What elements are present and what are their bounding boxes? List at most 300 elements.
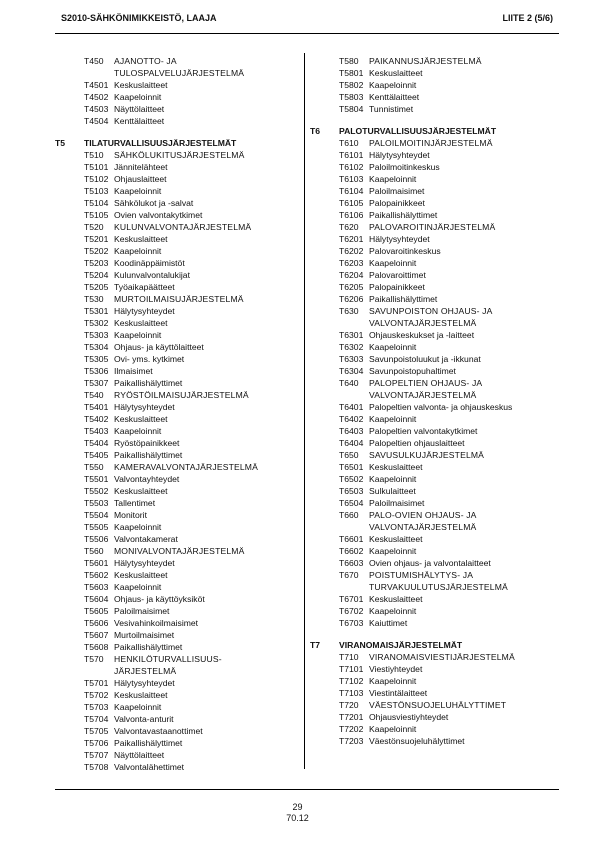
item-name: Kaapeloinnit: [369, 414, 417, 424]
indent: [55, 485, 84, 497]
item-name: Keskuslaitteet: [369, 462, 423, 472]
list-item: [55, 377, 295, 389]
item-name: Murtoilmaisimet: [114, 630, 175, 640]
item-code: T5205: [84, 282, 109, 292]
list-item: [310, 209, 550, 221]
list-item: [310, 473, 550, 485]
indent: [55, 221, 84, 233]
list-item: [310, 711, 550, 723]
item-name: Keskuslaitteet: [114, 690, 168, 700]
item-code: T520: [84, 222, 104, 232]
indent: [310, 545, 339, 557]
header-rule: [55, 33, 559, 34]
item-code: T5701: [84, 678, 109, 688]
item-name: Kaapeloinnit: [114, 426, 162, 436]
list-item: [55, 341, 295, 353]
item-name: Vesivahinkoilmaisimet: [114, 618, 199, 628]
indent: [55, 305, 84, 317]
list-item: [55, 173, 295, 185]
list-item: [55, 725, 295, 737]
list-item: [55, 233, 295, 245]
indent: [55, 701, 84, 713]
item-code: T5605: [84, 606, 109, 616]
appendix-label: LIITE 2 (5/6): [502, 13, 553, 23]
item-code: T7201: [339, 712, 364, 722]
indent: [55, 197, 84, 209]
item-name: Paikallishälyttimet: [369, 294, 438, 304]
item-name: PALO-OVIEN OHJAUS- JA: [369, 510, 477, 520]
indent: [55, 91, 84, 103]
item-name: SAVUSULKUJÄRJESTELMÄ: [369, 450, 485, 460]
indent: [310, 221, 339, 233]
indent: [310, 699, 339, 711]
indent: [310, 569, 339, 581]
list-item: [55, 293, 295, 305]
indent: [55, 341, 84, 353]
item-code: T4501: [84, 80, 109, 90]
indent: [310, 353, 339, 365]
list-item: [55, 67, 295, 79]
list-item: [55, 209, 295, 221]
item-code: T5506: [84, 534, 109, 544]
item-name: Paloilmoitinkeskus: [369, 162, 440, 172]
item-code: T710: [339, 652, 359, 662]
indent: [55, 257, 84, 269]
item-code: T6603: [339, 558, 364, 568]
item-name: Hälytysyhteydet: [114, 678, 175, 688]
list-item: [55, 305, 295, 317]
list-item: [310, 293, 550, 305]
item-code: T5306: [84, 366, 109, 376]
indent: [55, 209, 84, 221]
list-item: [310, 651, 550, 663]
list-item: [310, 269, 550, 281]
item-name: Kaiuttimet: [369, 618, 408, 628]
section-spacer: [55, 127, 295, 137]
indent: [310, 377, 339, 389]
indent: [55, 233, 84, 245]
item-name: Kaapeloinnit: [369, 676, 417, 686]
section-heading: [310, 125, 550, 137]
item-code: T7103: [339, 688, 364, 698]
item-code: [84, 67, 114, 79]
item-name: Keskuslaitteet: [114, 80, 168, 90]
item-name: Paloilmaisimet: [114, 606, 170, 616]
indent: [310, 281, 339, 293]
item-name: POISTUMISHÄLYTYS- JA: [369, 570, 474, 580]
list-item: [310, 329, 550, 341]
list-item: [55, 581, 295, 593]
item-name: Palopeltien valvontakytkimet: [369, 426, 478, 436]
indent: [55, 737, 84, 749]
indent: [310, 245, 339, 257]
list-item: [310, 305, 550, 317]
indent: [55, 533, 84, 545]
item-code: T5304: [84, 342, 109, 352]
item-name: Hälytysyhteydet: [369, 150, 430, 160]
indent: [310, 581, 339, 593]
item-code: T5105: [84, 210, 109, 220]
list-item: [55, 281, 295, 293]
list-item: [55, 245, 295, 257]
item-code: T5505: [84, 522, 109, 532]
item-name: KULUNVALVONTAJÄRJESTELMÄ: [114, 222, 252, 232]
indent: [310, 425, 339, 437]
indent: [310, 91, 339, 103]
item-code: T580: [339, 56, 359, 66]
item-name: Ohjauslaitteet: [114, 174, 167, 184]
list-item: [310, 281, 550, 293]
indent: [310, 617, 339, 629]
indent: [310, 735, 339, 747]
item-code: T6204: [339, 270, 364, 280]
item-code: T5307: [84, 378, 109, 388]
list-item: [55, 353, 295, 365]
item-name: TULOSPALVELUJÄRJESTELMÄ: [114, 68, 245, 78]
indent: [55, 281, 84, 293]
list-item: [310, 509, 550, 521]
list-item: [55, 449, 295, 461]
list-item: [310, 161, 550, 173]
item-code: T5608: [84, 642, 109, 652]
item-code: T5404: [84, 438, 109, 448]
item-code: T640: [339, 378, 359, 388]
item-name: Kaapeloinnit: [369, 174, 417, 184]
item-code: T6103: [339, 174, 364, 184]
list-item: [310, 173, 550, 185]
indent: [310, 329, 339, 341]
list-item: [310, 485, 550, 497]
indent: [310, 413, 339, 425]
indent: [310, 389, 339, 401]
list-item: [55, 401, 295, 413]
item-code: T630: [339, 306, 359, 316]
list-item: [55, 713, 295, 725]
list-item: [310, 401, 550, 413]
item-code: T5603: [84, 582, 109, 592]
indent: [55, 641, 84, 653]
item-code: T6201: [339, 234, 364, 244]
indent: [55, 665, 84, 677]
section-code: T7: [310, 640, 321, 650]
item-name: Kaapeloinnit: [369, 606, 417, 616]
item-code: T4503: [84, 104, 109, 114]
indent: [55, 353, 84, 365]
item-name: Palopeltien ohjauslaitteet: [369, 438, 465, 448]
list-item: [310, 365, 550, 377]
indent: [310, 723, 339, 735]
item-name: Kaapeloinnit: [369, 724, 417, 734]
item-name: Tallentimet: [114, 498, 156, 508]
list-item: [55, 185, 295, 197]
item-name: Savunpoistopuhaltimet: [369, 366, 456, 376]
item-code: T6105: [339, 198, 364, 208]
item-code: T6106: [339, 210, 364, 220]
item-name: Sähkölukot ja -salvat: [114, 198, 194, 208]
item-name: RYÖSTÖILMAISUJÄRJESTELMÄ: [114, 390, 249, 400]
item-code: T5803: [339, 92, 364, 102]
list-item: [310, 569, 550, 581]
indent: [55, 161, 84, 173]
indent: [55, 617, 84, 629]
list-item: [310, 67, 550, 79]
item-name: Ohjauskeskukset ja -laitteet: [369, 330, 475, 340]
item-name: Ovi- yms. kytkimet: [114, 354, 185, 364]
item-code: T540: [84, 390, 104, 400]
item-code: T5301: [84, 306, 109, 316]
item-name: Keskuslaitteet: [114, 414, 168, 424]
indent: [310, 401, 339, 413]
item-code: T530: [84, 294, 104, 304]
item-name: Kaapeloinnit: [114, 246, 162, 256]
list-item: [310, 449, 550, 461]
item-name: Keskuslaitteet: [114, 486, 168, 496]
item-code: T6702: [339, 606, 364, 616]
item-name: JÄRJESTELMÄ: [114, 666, 177, 676]
item-name: Kenttälaitteet: [369, 92, 420, 102]
item-name: Keskuslaitteet: [114, 234, 168, 244]
list-item: [310, 103, 550, 115]
indent: [55, 593, 84, 605]
list-item: [55, 115, 295, 127]
item-code: T6206: [339, 294, 364, 304]
list-item: [55, 701, 295, 713]
item-code: T5703: [84, 702, 109, 712]
indent: [310, 161, 339, 173]
list-item: [55, 161, 295, 173]
item-name: PALOVAROITINJÄRJESTELMÄ: [369, 222, 496, 232]
item-code: T6601: [339, 534, 364, 544]
item-code: T570: [84, 654, 104, 664]
item-name: Ohjausviestiyhteydet: [369, 712, 449, 722]
item-name: Kaapeloinnit: [114, 522, 162, 532]
list-item: [55, 509, 295, 521]
indent: [310, 67, 339, 79]
indent: [310, 473, 339, 485]
item-code: T7101: [339, 664, 364, 674]
item-name: Palopainikkeet: [369, 198, 425, 208]
indent: [55, 55, 84, 67]
list-item: [310, 735, 550, 747]
item-code: T550: [84, 462, 104, 472]
item-name: Valvontavastaanottimet: [114, 726, 203, 736]
list-item: [55, 617, 295, 629]
indent: [55, 103, 84, 115]
item-code: T720: [339, 700, 359, 710]
item-name: Kaapeloinnit: [369, 80, 417, 90]
item-name: Valvontakamerat: [114, 534, 178, 544]
list-item: [55, 197, 295, 209]
indent: [310, 269, 339, 281]
list-item: [310, 497, 550, 509]
list-item: [310, 699, 550, 711]
list-item: [310, 233, 550, 245]
item-code: T6303: [339, 354, 364, 364]
item-code: T5602: [84, 570, 109, 580]
item-name: Palopainikkeet: [369, 282, 425, 292]
list-item: [55, 605, 295, 617]
item-name: Näyttölaitteet: [114, 104, 165, 114]
item-code: T5707: [84, 750, 109, 760]
item-name: PALOPELTIEN OHJAUS- JA: [369, 378, 483, 388]
item-name: Hälytysyhteydet: [114, 558, 175, 568]
indent: [55, 761, 84, 773]
list-item: [310, 663, 550, 675]
indent: [55, 569, 84, 581]
indent: [55, 749, 84, 761]
item-name: VIRANOMAISVIESTIJÄRJESTELMÄ: [369, 652, 515, 662]
item-name: Ovien ohjaus- ja valvontalaitteet: [369, 558, 491, 568]
item-name: Ryöstöpainikkeet: [114, 438, 180, 448]
item-name: Kenttälaitteet: [114, 116, 165, 126]
indent: [310, 675, 339, 687]
item-code: T5607: [84, 630, 109, 640]
list-item: [310, 353, 550, 365]
list-item: [310, 55, 550, 67]
item-name: Sulkulaitteet: [369, 486, 416, 496]
item-name: Kaapeloinnit: [114, 582, 162, 592]
indent: [310, 209, 339, 221]
item-code: [339, 389, 369, 401]
list-item: [55, 761, 295, 773]
indent: [310, 173, 339, 185]
section-title: VIRANOMAISJÄRJESTELMÄT: [339, 640, 463, 650]
item-name: VÄESTÖNSUOJELUHÄLYTTIMET: [369, 700, 507, 710]
indent: [55, 173, 84, 185]
item-code: T5103: [84, 186, 109, 196]
section-code: T5: [55, 138, 66, 148]
list-item: [55, 737, 295, 749]
item-code: T670: [339, 570, 359, 580]
list-item: [310, 185, 550, 197]
item-code: T6602: [339, 546, 364, 556]
item-code: T5503: [84, 498, 109, 508]
item-code: T5104: [84, 198, 109, 208]
indent: [310, 449, 339, 461]
item-code: T610: [339, 138, 359, 148]
list-item: [55, 437, 295, 449]
item-name: TURVAKUULUTUSJÄRJESTELMÄ: [369, 582, 508, 592]
list-item: [310, 377, 550, 389]
indent: [310, 533, 339, 545]
item-name: Keskuslaitteet: [114, 570, 168, 580]
list-item: [310, 79, 550, 91]
item-code: T7203: [339, 736, 364, 746]
indent: [310, 103, 339, 115]
section-spacer: [310, 629, 550, 639]
list-item: [55, 533, 295, 545]
indent: [310, 305, 339, 317]
indent: [310, 341, 339, 353]
item-code: T620: [339, 222, 359, 232]
list-item: [55, 569, 295, 581]
item-name: Savunpoistoluukut ja -ikkunat: [369, 354, 481, 364]
item-code: T5706: [84, 738, 109, 748]
list-item: [310, 675, 550, 687]
left-column: [55, 55, 295, 773]
item-code: T6302: [339, 342, 364, 352]
indent: [55, 377, 84, 389]
indent: [55, 437, 84, 449]
item-name: Tunnistimet: [369, 104, 414, 114]
item-code: T5101: [84, 162, 109, 172]
indent: [55, 449, 84, 461]
list-item: [310, 317, 550, 329]
item-name: Ovien valvontakytkimet: [114, 210, 203, 220]
item-name: Paikallishälyttimet: [369, 210, 438, 220]
item-code: T5606: [84, 618, 109, 628]
item-code: T6404: [339, 438, 364, 448]
list-item: [55, 545, 295, 557]
item-code: T6703: [339, 618, 364, 628]
indent: [310, 461, 339, 473]
indent: [310, 365, 339, 377]
item-code: T5202: [84, 246, 109, 256]
item-name: KAMERAVALVONTAJÄRJESTELMÄ: [114, 462, 258, 472]
list-item: [310, 197, 550, 209]
list-item: [55, 653, 295, 665]
column-divider: [304, 53, 305, 769]
indent: [310, 185, 339, 197]
list-item: [310, 581, 550, 593]
indent: [310, 651, 339, 663]
item-name: Jännitelähteet: [114, 162, 168, 172]
indent: [310, 233, 339, 245]
list-item: [55, 413, 295, 425]
indent: [310, 149, 339, 161]
item-name: Paikallishälyttimet: [114, 450, 183, 460]
indent: [310, 55, 339, 67]
item-code: T5401: [84, 402, 109, 412]
item-code: T5102: [84, 174, 109, 184]
list-item: [55, 103, 295, 115]
indent: [55, 509, 84, 521]
item-code: T6304: [339, 366, 364, 376]
document-date: 70.12: [286, 813, 309, 823]
item-code: [84, 665, 114, 677]
list-item: [310, 149, 550, 161]
item-name: AJANOTTO- JA: [114, 56, 177, 66]
indent: [55, 653, 84, 665]
list-item: [55, 221, 295, 233]
list-item: [310, 557, 550, 569]
item-name: VALVONTAJÄRJESTELMÄ: [369, 318, 477, 328]
item-code: T6502: [339, 474, 364, 484]
item-name: Kaapeloinnit: [369, 546, 417, 556]
item-name: Kaapeloinnit: [114, 702, 162, 712]
indent: [55, 293, 84, 305]
indent: [310, 711, 339, 723]
item-code: [339, 581, 369, 593]
item-code: T560: [84, 546, 104, 556]
list-item: [310, 605, 550, 617]
item-name: Kaapeloinnit: [369, 474, 417, 484]
item-name: SAVUNPOISTON OHJAUS- JA: [369, 306, 493, 316]
item-name: Väestönsuojeluhälyttimet: [369, 736, 465, 746]
item-code: T6101: [339, 150, 364, 160]
item-code: [339, 521, 369, 533]
item-name: HENKILÖTURVALLISUUS-: [114, 654, 222, 664]
item-code: T5305: [84, 354, 109, 364]
item-name: Ilmaisimet: [114, 366, 153, 376]
item-name: Ohjaus- ja käyttölaitteet: [114, 342, 204, 352]
item-name: Keskuslaitteet: [369, 534, 423, 544]
item-name: Kaapeloinnit: [369, 342, 417, 352]
list-item: [310, 137, 550, 149]
indent: [310, 593, 339, 605]
indent: [310, 663, 339, 675]
list-item: [55, 365, 295, 377]
